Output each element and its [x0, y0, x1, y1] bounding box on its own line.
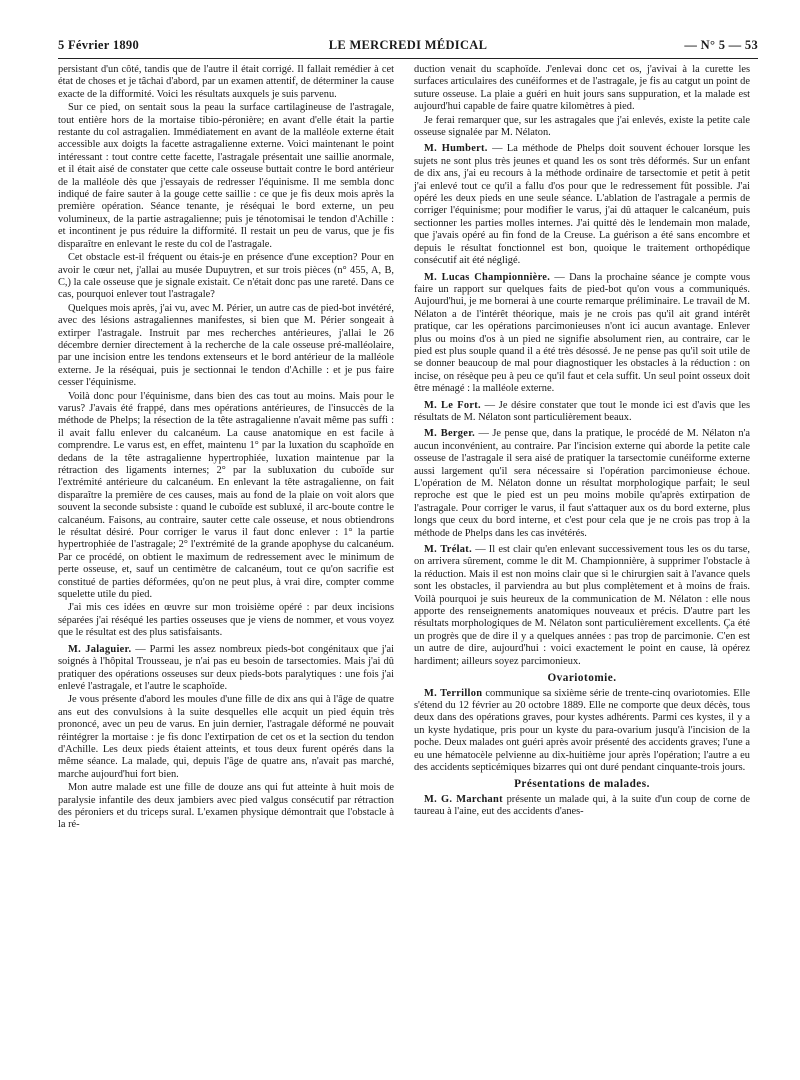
- paragraph: Cet obstacle est-il fréquent ou étais-je en présence d'une exception? Pour en avoir le cœur net, j'allai au musée Dupuytren, et sur trois pièces (n° 455, A, B, C,) la cale osseuse que je signale existait. Ce n'était donc pas une rareté. Dans ce cas, pourquoi enlever tout l'astragale?: [58, 252, 394, 301]
- section-heading-presentations: Présentations de malades.: [514, 778, 650, 791]
- speaker-text: — Je désire constater que tout le monde ici est d'avis que les résultats de M. Nélaton sont particulièrement beaux.: [414, 399, 750, 423]
- speaker-paragraph: [414, 428, 750, 540]
- paragraph: duction venait du scaphoïde. J'enlevai donc cet os, j'avivai à la curette les surfaces articulaires des cunéiformes et de l'astragale, je fis au catgut un point de suture osseuse. La plaie a guéri en huit jours sans suppuration, et la malade est aujourd'hui capable de faire quatre kilomètres à pied.: [414, 64, 750, 113]
- speaker-paragraph: [414, 400, 750, 425]
- speaker-name: M. Lucas Championnière.: [424, 271, 551, 283]
- paragraph: Quelques mois après, j'ai vu, avec M. Périer, un autre cas de pied-bot invétéré, avec des lésions astragaliennes manifestes, si bien que M. Périer songeait à extirper l'astragale. Instruit par mes recherches antérieures, j'allai le 26 décembre dernier directement à la recherche de la cale osseuse pré-malléolaire, par une incision entre les tendons extenseurs et le bord antérieur de la malléole externe. Je la réséquai, puis je sectionnai le tendon d'Achille : et je pus faire cesser l'équinisme.: [58, 302, 394, 389]
- speaker-text: — Parmi les assez nombreux pieds-bot congénitaux que j'ai soignés à l'hôpital Trousseau, je n'ai pas eu besoin de tarsectomies. Mais j'ai dû pratiquer des opérations osseuses sur deux pieds-bots paralytiques : une fois j'ai enlevé l'astragale, et l'autre le scaphoïde.: [58, 643, 394, 692]
- speaker-text: — Je pense que, dans la pratique, le procédé de M. Nélaton n'a aucun inconvénient, au contraire. Par l'incision externe qui aborde la petite cale osseuse de l'astragale il sera aisé de pratiquer la tarsectomie cunéiforme externe aussi largement qu'il sera nécessaire si l'opération parcimonieuse échoue. L'opération de M. Nélaton donne un résultat morphologique parfait; le seul reproche est que le pied est un peu moins mobile qu'après extirpation de l'astragale. Pour corriger le varus, il faut s'attaquer aux os du bord externe, plus longs que ceux du bord interne, et c'est pour cela que je ne crois pas trop à la méthode de Phelps dans les cas invétérés.: [414, 428, 751, 539]
- speaker-paragraph: [414, 143, 750, 267]
- header-rule: [58, 58, 758, 59]
- right-column: [414, 64, 750, 820]
- speaker-text: communique sa sixième série de trente-cinq ovariotomies. Elle s'étend du 12 février au 20 octobre 1889. Elle ne comporte que deux décès, tous deux dans des opérations graves, pour kystes adhérents. Parmi ces kystes, il y a un kyste hydatique, pris pour un kyste du para-ovarium jusqu'à l'incision de la poche. Deux malades ont guéri après avoir présenté des accidents graves; l'une a eu une hématocèle pelvienne au dix-huitième jour après l'opération; l'autre a eu des accidents septicémiques bizarres qui ont duré pendant cinquante-trois jours.: [414, 687, 750, 773]
- speaker-text: présente un malade qui, à la suite d'un coup de corne de taureau à l'aine, eut des accidents d'anes-: [414, 793, 751, 818]
- paragraph: Mon autre malade est une fille de douze ans qui fut atteinte à huit mois de paralysie infantile des deux jambiers avec pied valgus consécutif par rétraction des péroniers et du triceps sural. L'examen physique démontrait que l'obstacle à la ré-: [58, 782, 394, 831]
- speaker-paragraph: [414, 794, 750, 819]
- header-issue-page: — N° 5 — 53: [684, 38, 758, 52]
- page-header: [58, 38, 758, 54]
- header-date: 5 Février 1890: [58, 38, 140, 52]
- speaker-text: — Dans la prochaine séance je compte vous faire un rapport sur quelques faits de pied-bot qu'on vous a communiqués. Aujourd'hui, je me bornerai à une courte remarque préliminaire. Le travail de M. Nélaton a de l'intérêt théorique, mais je ne crois pas qu'il ait grand intérêt pratique, car les opérations parcimonieuses n'ont ici aucun avantage. Enlever plus ou moins d'os à un pied ne signifie absolument rien, au contraire, car le pied est plus souple quand il a été très désossé. Je ne pense pas qu'il soit utile de se donner beaucoup de mal pour diagnostiquer les obstacles à la réduction : on incise, on résèque peu à peu ce qu'il faut et cela suffit. Un seul point osseux doit être ménagé : la malléole externe.: [414, 271, 750, 395]
- header-title: LE MERCREDI MÉDICAL: [328, 38, 488, 52]
- speaker-name: M. Berger.: [424, 428, 476, 440]
- speaker-paragraph: [58, 644, 394, 694]
- left-column: [58, 64, 394, 833]
- speaker-text: — Il est clair qu'en enlevant successivement tous les os du tarse, on arrivera sûrement, comme le dit M. Championnière, à supprimer l'obstacle à la réduction. Mais il est non moins clair que si le chirurgien sait à l'avance quels sont les obstacles, il parviendra au but plus complètement et à moins de frais. Voilà pourquoi je suis heureux de la communication de M. Nélaton : elle nous apporte des renseignements anatomiques nouveaux et précis. D'autre part les résultats morphologiques de M. Nélaton sont particulièrement excellents. Ça été un progrès que de dire il y a quelques années : pas trop de parcimonie. C'en est un autre de dire, aujourd'hui : voici exactement le point en cause, là opérez hardiment; ailleurs soyez parcimonieux.: [414, 544, 750, 667]
- speaker-name: M. G. Marchant: [424, 793, 503, 805]
- speaker-name: M. Le Fort.: [424, 399, 481, 411]
- paragraph: Voilà donc pour l'équinisme, dans bien des cas tout au moins. Mais pour le varus? J'avais été frappé, dans mes opérations antérieures, de l'insuccès de la méthode de Phelps; la résection de la tête astragalienne n'avait même pas suffi : il avait fallu enlever du calcanéum. La cause anatomique en est facile à comprendre. Le varus est, en effet, maintenu 1° par la luxation du scaphoïde en dedans de la tête astragalienne hypertrophiée, luxation maintenue par la rétraction des ligaments internes; 2° par la subluxation du cuboïde sur l'extrémité antérieure du calcanéum. En enlevant la tête astragalienne, on fait disparaître la première de ces causes, mais au fond de la plaie on voit alors que souvent la seconde subsiste : quand le cuboïde est subluxé, il arc-boute contre le calcanéum. Faisons, au contraire, sauter cette cale osseuse, et nous obtiendrons le résultat désiré. Pour corriger le varus il faut donc enlever : 1° la partie hypertrophiée de l'astragale; 2° l'extrémité de la grande apophyse du calcanéum. Par ce procédé, on obtient le maximum de redressement avec le minimum de perte osseuse, et, sauf un centimètre de calcanéum, tout ce qu'on sacrifie est constitué de parties déformées, qu'on ne peut plus, à vrai dire, compter comme squelette utile du pied.: [58, 390, 394, 601]
- paragraph: J'ai mis ces idées en œuvre sur mon troisième opéré : par deux incisions séparées j'ai réséqué les parties osseuses que je viens de nommer, et vous voyez que le résultat est des plus satisfaisants.: [58, 602, 394, 639]
- speaker-text: — La méthode de Phelps doit souvent échouer lorsque les sujets ne sont plus très jeunes et quand les os sont très déformés. Sur un enfant de dix ans, j'ai eu recours à la méthode ordinaire de tarsectomie et petit à petit j'ai enlevé tout ce qu'il a fallu d'os pour que le redressement fût possible. J'ai opéré les deux pieds en une seule séance. L'ablation de l'astragale a permis de corriger l'équinisme; pour modifier le varus, j'ai dû attaquer le calcanéum, puis sectionner les parties molles internes. J'ai quitté dès le lendemain mon malade, que j'avais opéré au fin fond de la Creuse. La guérison a été sans encombre et depuis le résultat fonctionnel est bon, quoique le traitement orthopédique consécutif ait été négligé.: [414, 143, 750, 267]
- speaker-paragraph: [414, 544, 750, 668]
- paragraph: Je vous présente d'abord les moules d'une fille de dix ans qui à l'âge de quatre ans eut des convulsions à la suite desquelles elle acquit un pied équin très prononcé, avec un peu de varus. En juin dernier, l'astragale déformé ne pouvait réintégrer la mortaise : je fis donc l'extirpation de cet os et la section du tendon d'Achille. Les deux pieds étaient atteints, et tous deux furent opérés dans la même séance. La malade, qui, depuis l'âge de quatre ans, n'avait pas marché, marche aujourd'hui fort bien.: [58, 694, 394, 780]
- paragraph: Sur ce pied, on sentait sous la peau la surface cartilagineuse de l'astragale, tout entière hors de la mortaise tibio-péronière; en avant d'elle était la partie restante du col astragalien. Immédiatement en avant de la malléole externe était accessible aux doigts la facette astragalienne externe. Voici maintenant le point intéressant : tout contre cette facette, l'astragale présentait une saillie anormale, et il était aisé de constater que cette cale osseuse buttait contre le bord antérieur de la malléole dès que j'essayais de redresser l'équinisme. Il me sembla donc indiqué de faire sauter à la gouge cette saillie : ce que je fis deux mois après la première opération. Séance tenante, je réséquai le bord externe, un peu volumineux, de la partie astragalienne; puis je ténotomisai le tendon d'Achille : et incontinent je pus réduire la difformité. Il restait un peu de varus, que je fis disparaître en enlevant le reste du col de l'astragale.: [58, 102, 394, 250]
- paragraph: persistant d'un côté, tandis que de l'autre il était corrigé. Il fallait remédier à cet état de choses et je tâchai d'abord, par un examen attentif, de déterminer la cause exacte de la difformité. Voici les résultats auxquels je suis parvenu.: [58, 64, 394, 100]
- speaker-paragraph: [414, 272, 750, 396]
- speaker-name: M. Terrillon: [424, 687, 483, 699]
- speaker-name: M. Humbert.: [424, 143, 488, 155]
- paragraph: Je ferai remarquer que, sur les astragales que j'ai enlevés, existe la petite cale osseuse signalée par M. Nélaton.: [414, 114, 750, 139]
- speaker-paragraph: [414, 688, 750, 775]
- speaker-name: M. Jalaguier.: [68, 643, 132, 655]
- speaker-name: M. Trélat.: [424, 544, 472, 556]
- section-heading-ovariotomie: Ovariotomie.: [547, 672, 617, 685]
